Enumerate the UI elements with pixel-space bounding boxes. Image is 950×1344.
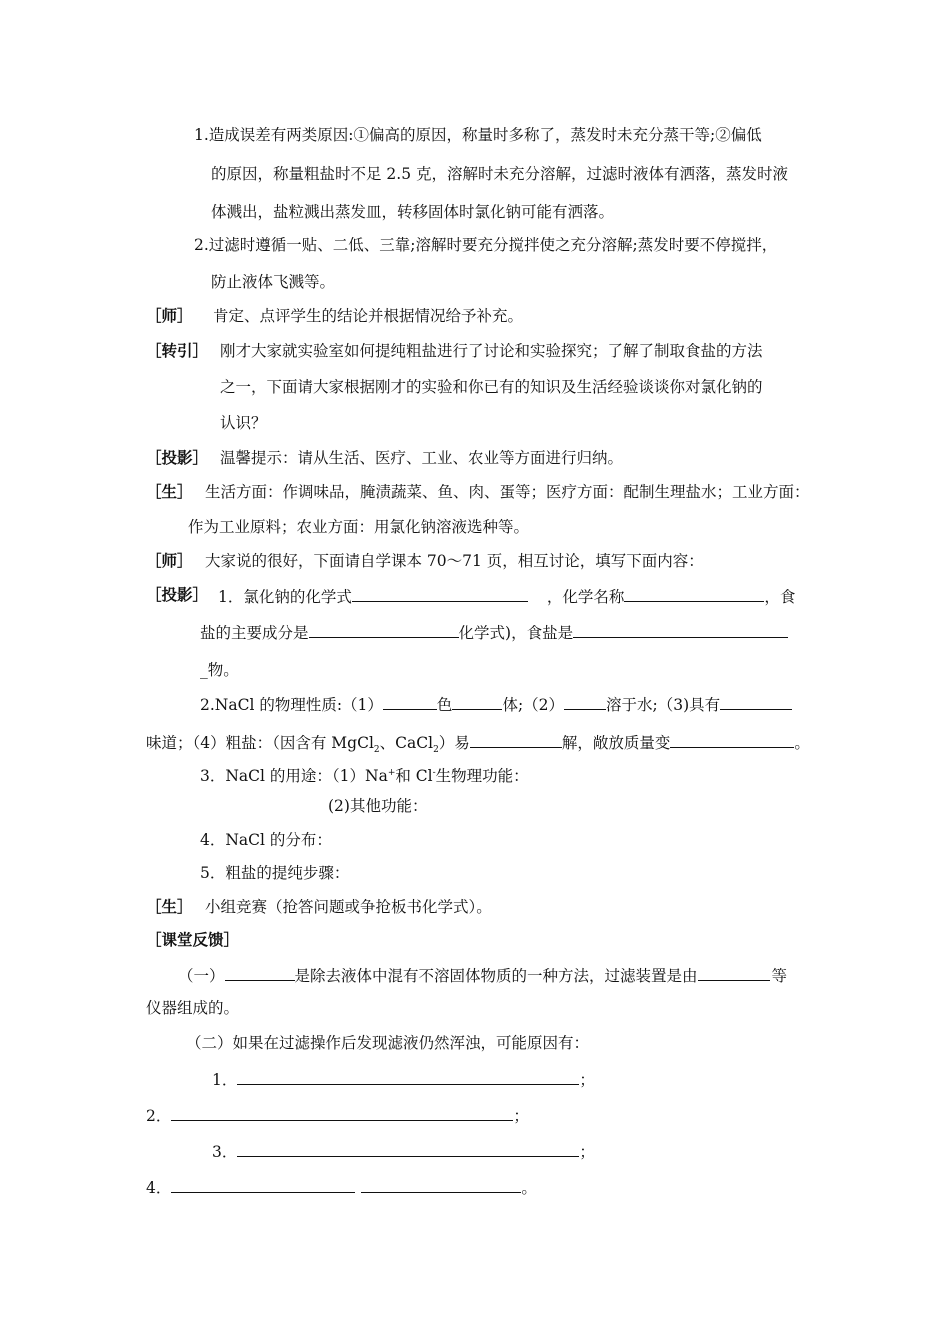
- question-2-line1: 2.NaCl 的物理性质:（1） 色 体;（2） 溶于水;（3)具有: [200, 693, 792, 715]
- teacher-tag: ［师］: [146, 307, 193, 325]
- transition-line3: 认识？: [220, 414, 267, 432]
- question-1-line1: 1．氯化钠的化学式 ，化学名称 ，食: [218, 585, 795, 607]
- question-3-line1: 3．NaCl 的用途：（1）Na+和 Cl-生物理功能：: [200, 767, 529, 786]
- question-1-line3: _物。: [200, 661, 239, 679]
- projection-tag: ［投影］: [146, 449, 209, 467]
- taste-blank[interactable]: [720, 693, 792, 710]
- student-line2: 作为工业原料；农业方面：用氯化钠溶液选种等。: [188, 518, 530, 536]
- item1-line3: 体溅出，盐粒溅出蒸发皿，转移固体时氯化钠可能有洒落。: [211, 203, 615, 221]
- teacher-tag-2: ［师］: [146, 552, 193, 570]
- question-4: 4．NaCl 的分布：: [200, 831, 332, 849]
- feedback-part1-line1: （一） 是除去液体中混有不溶固体物质的一种方法，过滤装置是由 等: [178, 964, 787, 986]
- student-text-2: 小组竞赛（抢答问题或争抢板书化学式）。: [205, 898, 492, 916]
- salt-type-blank[interactable]: [573, 621, 788, 638]
- reason-3-blank[interactable]: [237, 1140, 579, 1157]
- projection-tag-2: ［投影］: [146, 586, 209, 604]
- reason-2: 2． ；: [146, 1104, 529, 1126]
- reason-1-blank[interactable]: [237, 1068, 579, 1085]
- reason-2-blank[interactable]: [171, 1104, 513, 1121]
- question-1-line2: 盐的主要成分是 化学式)，食盐是: [200, 621, 788, 643]
- item1-line1: 1.造成误差有两类原因:①偏高的原因，称量时多称了，蒸发时未充分蒸干等;②偏低: [194, 126, 762, 144]
- color-blank[interactable]: [383, 693, 437, 710]
- item1-line2: 的原因，称量粗盐时不足 2.5 克，溶解时未充分溶解，过滤时液体有洒落，蒸发时液: [211, 165, 789, 183]
- reason-4-blank-b[interactable]: [361, 1176, 521, 1193]
- mass-change-blank[interactable]: [670, 731, 794, 748]
- item2-line1: 2.过滤时遵循一贴、二低、三靠;溶解时要充分搅拌使之充分溶解;蒸发时要不停搅拌，: [194, 236, 778, 254]
- state-blank[interactable]: [452, 693, 502, 710]
- projection-hint: 温馨提示：请从生活、医疗、工业、农业等方面进行归纳。: [220, 449, 624, 467]
- method-blank[interactable]: [225, 964, 295, 981]
- reason-3: 3． ；: [212, 1140, 595, 1162]
- transition-tag: ［转引］: [146, 342, 209, 360]
- student-tag: ［生］: [146, 483, 193, 501]
- reason-4-blank-a[interactable]: [171, 1176, 355, 1193]
- formula-blank[interactable]: [352, 585, 528, 602]
- teacher-text: 肯定、点评学生的结论并根据情况给予补充。: [213, 307, 524, 325]
- feedback-part1-line2: 仪器组成的。: [146, 999, 240, 1017]
- question-2-line2: 味道；（4）粗盐：（因含有 MgCl$_2$、CaCl$_2$）易 解，敞放质量变 。: [146, 731, 810, 760]
- main-component-blank[interactable]: [309, 621, 459, 638]
- student-line1: 生活方面：作调味品，腌渍蔬菜、鱼、肉、蛋等；医疗方面：配制生理盐水；工业方面：: [205, 483, 810, 501]
- teacher-text-2: 大家说的很好，下面请自学课本 70～71 页，相互讨论，填写下面内容：: [205, 552, 704, 570]
- chemical-name-blank[interactable]: [624, 585, 764, 602]
- reason-4: 4． 。: [146, 1176, 537, 1198]
- question-5: 5．粗盐的提纯步骤：: [200, 864, 350, 882]
- transition-line1: 刚才大家就实验室如何提纯粗盐进行了讨论和实验探究；了解了制取食盐的方法: [220, 342, 763, 360]
- apparatus-blank[interactable]: [698, 964, 770, 981]
- feedback-part2: （二）如果在过滤操作后发现滤液仍然浑浊，可能原因有：: [186, 1034, 590, 1052]
- item2-line2: 防止液体飞溅等。: [211, 273, 336, 291]
- question-3-line2: (2)其他功能：: [328, 797, 428, 815]
- solubility-blank[interactable]: [564, 693, 606, 710]
- reason-1: 1． ；: [212, 1068, 595, 1090]
- deliquescence-blank[interactable]: [470, 731, 562, 748]
- transition-line2: 之一，下面请大家根据刚才的实验和你已有的知识及生活经验谈谈你对氯化钠的: [220, 378, 763, 396]
- feedback-tag: ［课堂反馈］: [146, 931, 240, 949]
- student-tag-2: ［生］: [146, 898, 193, 916]
